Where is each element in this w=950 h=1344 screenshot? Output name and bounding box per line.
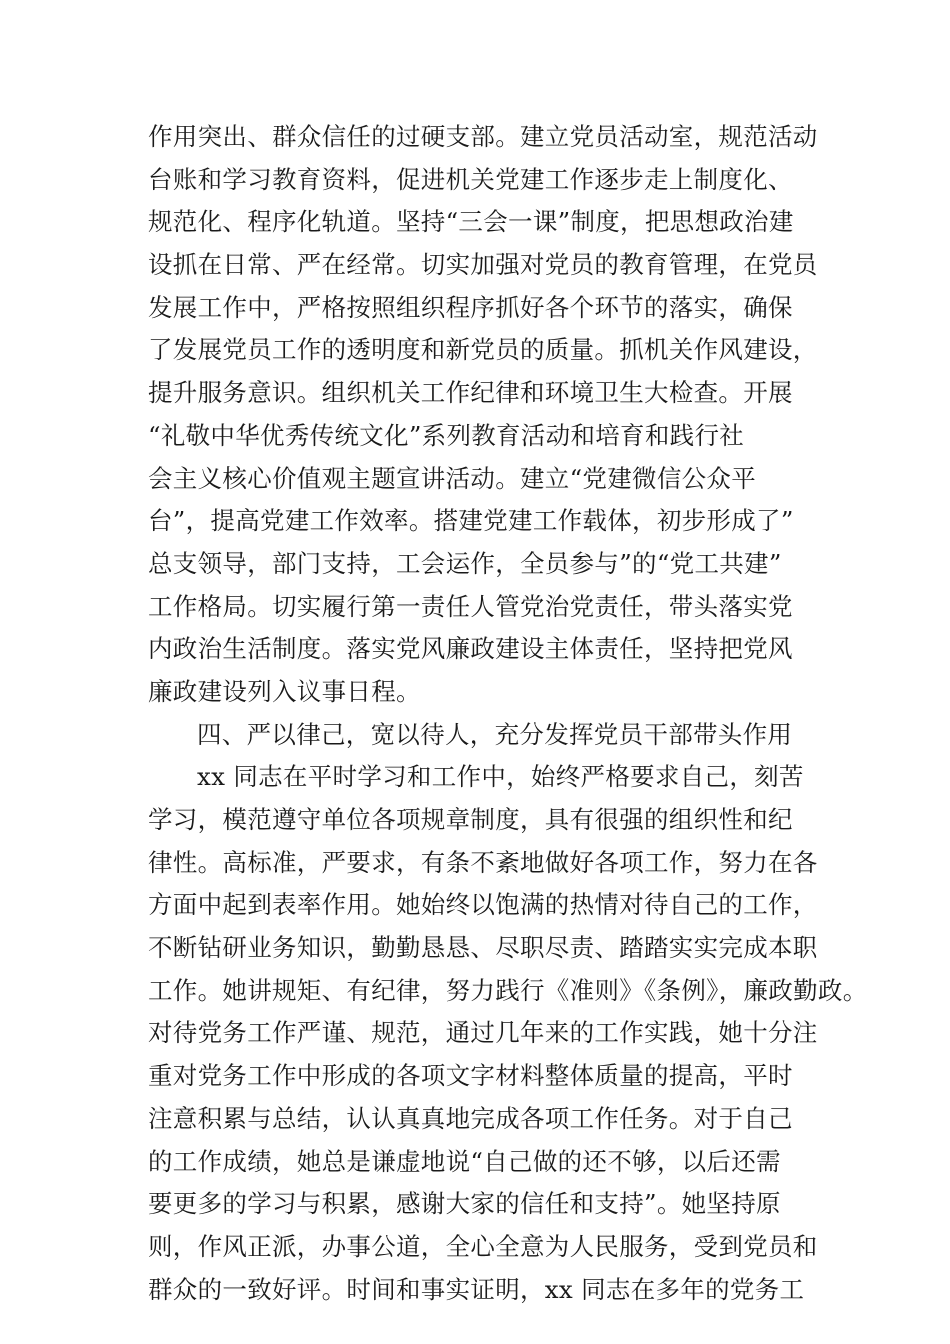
text-line: 规范化、程序化轨道。坚持“三会一课”制度，把思想政治建 bbox=[148, 207, 794, 237]
text-line: 发展工作中，严格按照组织程序抓好各个环节的落实，确保 bbox=[148, 292, 793, 322]
text-line: 设抓在日常、严在经常。切实加强对党员的教育管理，在党员 bbox=[148, 250, 818, 280]
text-line: 廉政建设列入议事日程。 bbox=[148, 676, 421, 706]
text-line: 台账和学习教育资料，促进机关党建工作逐步走上制度化、 bbox=[148, 164, 793, 194]
text-line: 工作。她讲规矩、有纪律，努力践行《准则》《条例》，廉政勤政。 bbox=[148, 975, 868, 1005]
text-line: 则，作风正派，办事公道，全心全意为人民服务，受到党员和 bbox=[148, 1231, 818, 1261]
text-line: 四、严以律己，宽以待人，充分发挥党员干部带头作用 bbox=[197, 719, 793, 749]
text-line: 内政治生活制度。落实党风廉政建设主体责任，坚持把党风 bbox=[148, 634, 793, 664]
text-line: 作用突出、群众信任的过硬支部。建立党员活动室，规范活动 bbox=[148, 122, 818, 151]
text-line: 方面中起到表率作用。她始终以饱满的热情对待自己的工作， bbox=[148, 890, 818, 920]
text-line: 重对党务工作中形成的各项文字材料整体质量的提高，平时 bbox=[148, 1061, 793, 1091]
text-line: 了发展党员工作的透明度和新党员的质量。抓机关作风建设， bbox=[148, 335, 818, 365]
document-body bbox=[148, 116, 868, 1311]
text-line: 对待党务工作严谨、规范，通过几年来的工作实践，她十分注 bbox=[148, 1018, 818, 1048]
text-line: 不断钻研业务知识，勤勤恳恳、尽职尽责、踏踏实实完成本职 bbox=[148, 933, 818, 963]
text-line: 总支领导，部门支持，工会运作，全员参与”的“党工共建” bbox=[148, 548, 782, 578]
text-line: 台”，提高党建工作效率。搭建党建工作载体，初步形成了” bbox=[148, 506, 794, 536]
text-line: 学习，模范遵守单位各项规章制度，具有很强的组织性和纪 bbox=[148, 805, 793, 834]
text-line: 律性。高标准，严要求，有条不紊地做好各项工作，努力在各 bbox=[148, 847, 818, 877]
text-line: 注意积累与总结，认认真真地完成各项工作任务。对于自己 bbox=[148, 1103, 793, 1133]
text-line: 工作格局。切实履行第一责任人管党治党责任，带头落实党 bbox=[148, 591, 793, 621]
text-line: 的工作成绩，她总是谦虚地说“自己做的还不够，以后还需 bbox=[148, 1146, 781, 1176]
text-line: 会主义核心价值观主题宣讲活动。建立“党建微信公众平 bbox=[148, 463, 757, 493]
text-line: “礼敬中华优秀传统文化”系列教育活动和培育和践行社 bbox=[148, 420, 745, 450]
text-line: 要更多的学习与积累，感谢大家的信任和支持”。她坚持原 bbox=[148, 1189, 781, 1219]
text-line: 群众的一致好评。时间和事实证明，xx 同志在多年的党务工 bbox=[148, 1274, 805, 1304]
text-line: xx 同志在平时学习和工作中，始终严格要求自己，刻苦 bbox=[197, 762, 804, 792]
text-line: 提升服务意识。组织机关工作纪律和环境卫生大检查。开展 bbox=[148, 378, 793, 408]
